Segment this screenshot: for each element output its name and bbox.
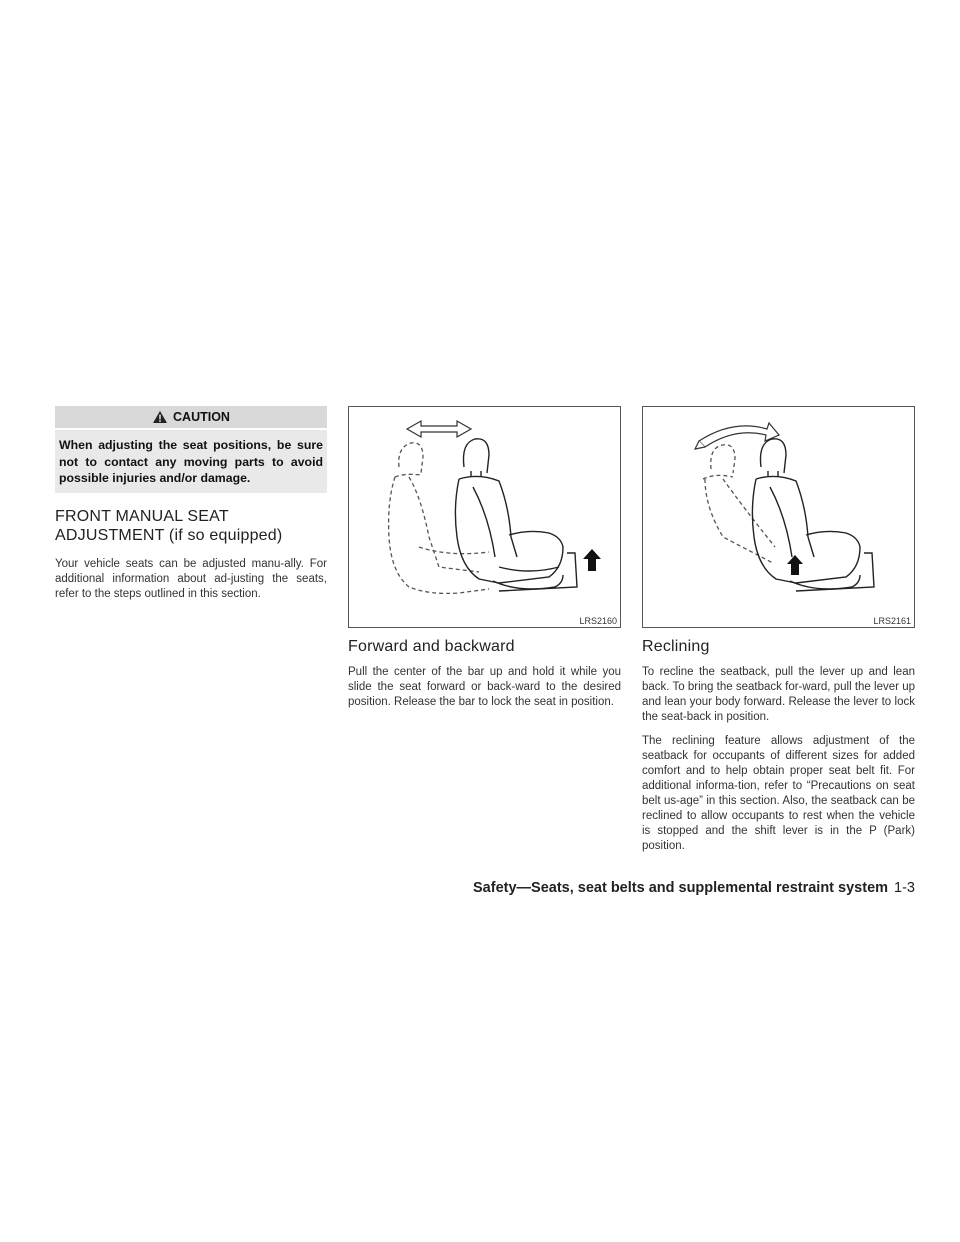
page-footer <box>440 880 915 896</box>
figure-id: LRS2160 <box>579 616 617 626</box>
page-number: 1-3 <box>894 880 915 896</box>
seat-recline-illustration <box>643 407 914 627</box>
up-arrow-icon <box>787 555 803 575</box>
forward-backward-text: Pull the center of the bar up and hold it while you slide the seat forward or back-ward to the desired position. Release the bar to lock the seat in position. <box>348 666 621 708</box>
caution-header <box>55 406 327 428</box>
double-arrow-icon <box>407 421 471 437</box>
seat-slide-illustration <box>349 407 620 627</box>
figure-reclining <box>642 406 915 628</box>
curved-arrow-icon <box>699 423 779 447</box>
up-arrow-icon <box>583 549 601 571</box>
warning-triangle-icon <box>152 410 168 424</box>
section-title <box>55 507 327 545</box>
forward-backward-heading: Forward and backward <box>348 638 515 655</box>
caution-title: CAUTION <box>173 410 230 424</box>
reclining-text-2: The reclining feature allows adjustment of the seatback for occupants of different sizes for added comfort and to help obtain proper seat belt fit. For additional informa-tion, refer to “Precautions on seat belt us-age” in this section. Also, the seatback can be reclined to allow occupants to rest when the vehicle is stopped and the shift lever is in the P (Park) position. <box>642 735 915 852</box>
left-column <box>55 406 327 611</box>
right-column <box>642 406 915 863</box>
section-intro: Your vehicle seats can be adjusted manu-ally. For additional information about ad-justing the seats, refer to the steps outlined in this section. <box>55 557 327 600</box>
footer-title: Safety—Seats, seat belts and supplemental restraint system <box>473 880 889 896</box>
middle-column <box>348 406 621 719</box>
reclining-text-1: To recline the seatback, pull the lever up and lean back. To bring the seatback for-ward, pull the lever up and lean your body forward. Release the lever to lock the seat-back in position. <box>642 666 915 723</box>
caution-text: When adjusting the seat positions, be sure not to contact any moving parts to avoid possible injuries and/or damage. <box>55 430 327 493</box>
reclining-heading: Reclining <box>642 638 710 655</box>
figure-id: LRS2161 <box>873 616 911 626</box>
section-title-line1: FRONT MANUAL SEAT <box>55 507 229 525</box>
figure-forward-backward <box>348 406 621 628</box>
section-title-line2: ADJUSTMENT (if so equipped) <box>55 526 283 544</box>
